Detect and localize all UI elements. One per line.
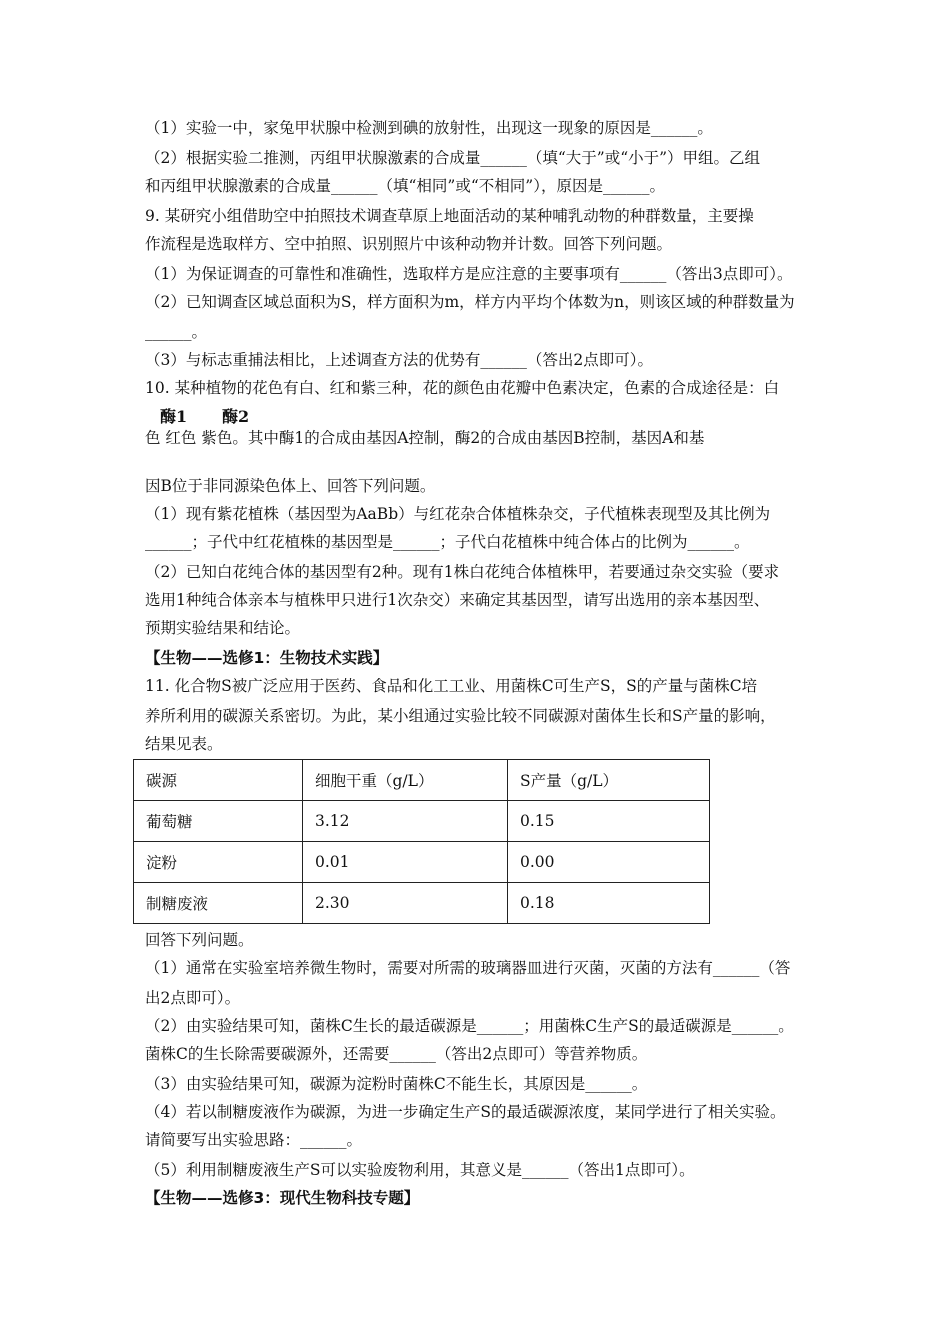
enzyme2-label: 酶2	[222, 407, 250, 426]
q10-part1-cont: ______；子代中红花植株的基因型是______；子代白花植株中纯合体占的比例为______。	[145, 533, 750, 551]
q9-part2: （2）已知调查区域总面积为S，样方面积为m，样方内平均个体数为n，则该区域的种群数量为	[145, 293, 795, 311]
q11-part1: （1）通常在实验室培养微生物时，需要对所需的玻璃器皿进行灭菌，灭菌的方法有______（答	[145, 959, 791, 977]
q9-part1: （1）为保证调查的可靠性和准确性，选取样方是应注意的主要事项有______（答出3点即可）。	[145, 265, 793, 283]
table-cell: 2.30	[303, 883, 508, 924]
q10-stem: 10. 某种植物的花色有白、红和紫三种，花的颜色由花瓣中色素决定，色素的合成途径是：白	[145, 379, 780, 397]
q8-part2-cont: 和丙组甲状腺激素的合成量______（填“相同”或“不相同”），原因是______。	[145, 177, 665, 195]
q11-part1-cont: 出2点即可）。	[145, 989, 241, 1007]
q10-stem-cont: 因B位于非同源染色体上、回答下列问题。	[145, 477, 436, 495]
table-cell: 0.18	[508, 883, 710, 924]
section-heading-elective1: 【生物——选修1：生物技术实践】	[145, 649, 389, 667]
section-heading-elective3: 【生物——选修3：现代生物科技专题】	[145, 1189, 420, 1207]
q11-prompt: 回答下列问题。	[145, 931, 254, 949]
q11-part2-cont: 菌株C的生长除需要碳源外，还需要______（答出2点即可）等营养物质。	[145, 1045, 648, 1063]
q11-stem-cont2: 结果见表。	[145, 735, 223, 753]
table-cell: 淀粉	[134, 842, 303, 883]
table-header-cell: 细胞干重（g/L）	[303, 760, 508, 801]
q9-part3: （3）与标志重捕法相比，上述调查方法的优势有______（答出2点即可）。	[145, 351, 653, 369]
table-row	[134, 801, 710, 842]
q9-stem-cont: 作流程是选取样方、空中拍照、识别照片中该种动物并计数。回答下列问题。	[145, 235, 673, 253]
q10-part2-cont: 选用1种纯合体亲本与植株甲只进行1次杂交）来确定其基因型，请写出选用的亲本基因型、	[145, 591, 770, 609]
q10-part2: （2）已知白花纯合体的基因型有2种。现有1株白花纯合体植株甲，若要通过杂交实验（要求	[145, 563, 780, 581]
table-cell: 3.12	[303, 801, 508, 842]
q11-stem: 11. 化合物S被广泛应用于医药、食品和化工工业、用菌株C可生产S，S的产量与菌株C培	[145, 677, 758, 695]
q10-pathway: 色 红色 紫色。其中酶1的合成由基因A控制，酶2的合成由基因B控制，基因A和基	[145, 429, 705, 447]
table-cell: 葡萄糖	[134, 801, 303, 842]
q10-part1: （1）现有紫花植株（基因型为AaBb）与红花杂合体植株杂交，子代植株表现型及其比例为	[145, 505, 771, 523]
q11-part5: （5）利用制糖废液生产S可以实验废物利用，其意义是______（答出1点即可）。	[145, 1161, 695, 1179]
carbon-source-table	[133, 759, 710, 924]
q11-stem-cont: 养所利用的碳源关系密切。为此，某小组通过实验比较不同碳源对菌体生长和S产量的影响，	[145, 707, 776, 725]
table-header-cell: S产量（g/L）	[508, 760, 710, 801]
q9-stem: 9. 某研究小组借助空中拍照技术调查草原上地面活动的某种哺乳动物的种群数量，主要操	[145, 207, 754, 225]
q11-part3: （3）由实验结果可知，碳源为淀粉时菌株C不能生长，其原因是______。	[145, 1075, 648, 1093]
q8-part2: （2）根据实验二推测，丙组甲状腺激素的合成量______（填“大于”或“小于”）甲组。乙组	[145, 149, 761, 167]
table-row	[134, 883, 710, 924]
table-header-cell: 碳源	[134, 760, 303, 801]
q9-part2-cont: ______。	[145, 323, 208, 341]
q11-part4: （4）若以制糖废液作为碳源，为进一步确定生产S的最适碳源浓度，某同学进行了相关实验。	[145, 1103, 786, 1121]
q11-part2: （2）由实验结果可知，菌株C生长的最适碳源是______；用菌株C生产S的最适碳源是______。	[145, 1017, 794, 1035]
table-header-row	[134, 760, 710, 801]
table-cell: 制糖废液	[134, 883, 303, 924]
enzyme1-label: 酶1	[160, 407, 188, 426]
table-cell: 0.15	[508, 801, 710, 842]
table-cell: 0.01	[303, 842, 508, 883]
q10-part2-cont2: 预期实验结果和结论。	[145, 619, 301, 637]
q11-part4-cont: 请简要写出实验思路：______。	[145, 1131, 363, 1149]
table-row	[134, 842, 710, 883]
q8-part1: （1）实验一中，家兔甲状腺中检测到碘的放射性，出现这一现象的原因是______。	[145, 119, 713, 137]
table-cell: 0.00	[508, 842, 710, 883]
